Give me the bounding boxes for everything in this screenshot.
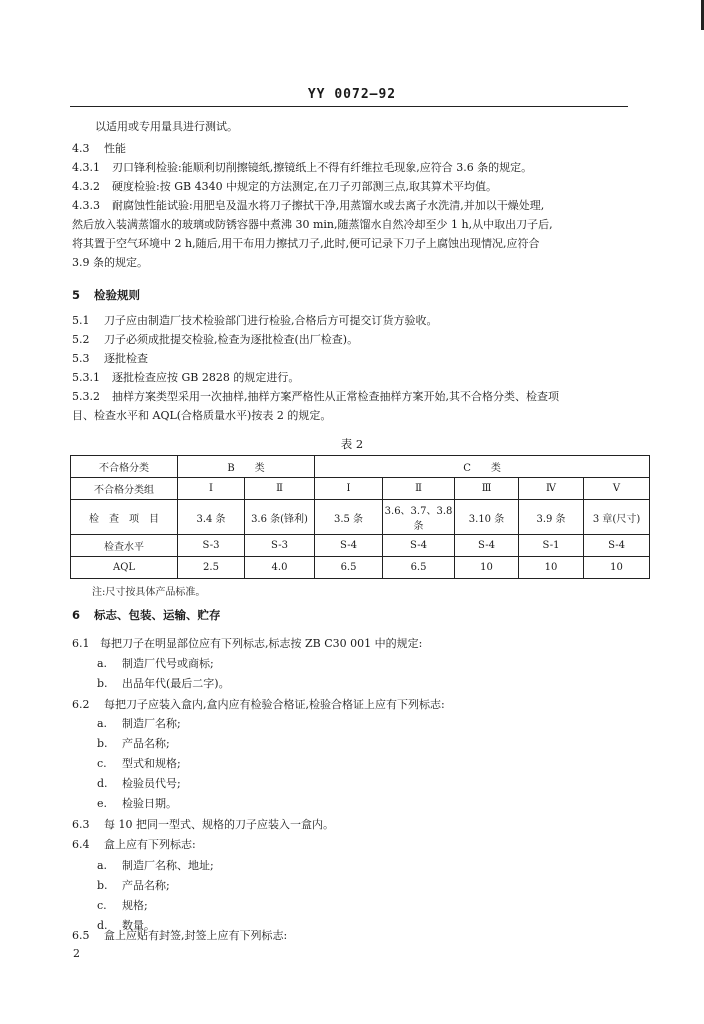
list-marker: a. — [97, 717, 108, 730]
list-item — [97, 716, 636, 732]
clause-text: 抽样方案类型采用一次抽样,抽样方案严格性从正常检查抽样方案开始,其不合格分类、检查项 — [112, 390, 559, 403]
section-5-heading — [72, 287, 636, 303]
clause-text: 盒上应贴有封签,封签上应有下列标志: — [104, 929, 288, 942]
clause-number: 4.3.2 — [72, 180, 100, 193]
clause-number: 6.4 — [72, 838, 90, 851]
list-marker: c. — [97, 899, 107, 912]
section-title: 检验规则 — [94, 288, 140, 302]
text-line: 以适用或专用量具进行测试。 — [95, 120, 238, 133]
clause-number: 6.1 — [72, 637, 90, 650]
table-row — [71, 500, 650, 535]
table-cell: 3 章(尺寸) — [584, 500, 650, 535]
list-item — [97, 796, 636, 812]
list-item — [97, 756, 636, 772]
clause-number: 6.2 — [72, 698, 90, 711]
table-cell: 10 — [455, 557, 519, 579]
list-item — [97, 736, 636, 752]
text-line: 目、检查水平和 AQL(合格质量水平)按表 2 的规定。 — [72, 409, 332, 422]
list-marker: c. — [97, 757, 107, 770]
table-cell: 3.9 条 — [519, 500, 584, 535]
table-note: 注:尺寸按具体产品标准。 — [92, 587, 206, 598]
table-header-cell: B 类 — [178, 456, 315, 478]
page-number: 2 — [73, 947, 80, 960]
clause-5-3 — [72, 351, 636, 367]
clause-4-3-3 — [72, 198, 636, 214]
table-cell: 3.10 条 — [455, 500, 519, 535]
list-text: 检验员代号; — [122, 777, 181, 790]
table-cell: Ⅳ — [519, 478, 584, 500]
table-cell: S-4 — [315, 535, 383, 557]
table-cell: S-4 — [584, 535, 650, 557]
table-header-cell: 检查水平 — [71, 535, 178, 557]
list-marker: d. — [97, 777, 108, 790]
clause-6-1 — [72, 636, 636, 652]
clause-number: 4.3 — [72, 142, 90, 155]
table-cell: S-1 — [519, 535, 584, 557]
clause-5-2 — [72, 332, 636, 348]
table-row — [71, 456, 650, 478]
list-text: 产品名称; — [122, 737, 170, 750]
list-marker: b. — [97, 737, 108, 750]
table-cell: 2.5 — [178, 557, 245, 579]
sampling-table — [70, 455, 650, 579]
clause-number: 5.3.2 — [72, 390, 100, 403]
table-row — [71, 535, 650, 557]
table-header-cell: C 类 — [315, 456, 650, 478]
table-cell: Ⅱ — [383, 478, 455, 500]
table-caption: 表 2 — [340, 437, 364, 451]
document-code-header: YY 0072—92 — [307, 87, 397, 102]
table-cell: 3.4 条 — [178, 500, 245, 535]
table-row — [71, 478, 650, 500]
clause-text: 耐腐蚀性能试验:用肥皂及温水将刀子擦拭干净,用蒸馏水或去离子水洗清,并加以干燥处理, — [112, 199, 545, 212]
clause-number: 5.3 — [72, 352, 90, 365]
clause-number: 4.3.1 — [72, 161, 100, 174]
list-marker: b. — [97, 879, 108, 892]
list-text: 制造厂代号或商标; — [122, 657, 214, 670]
clause-text: 性能 — [104, 142, 126, 155]
clause-6-5 — [72, 928, 636, 944]
text-line: 将其置于空气环境中 2 h,随后,用干布用力擦拭刀子,此时,便可记录下刀子上腐蚀出现情况,应符合 — [72, 237, 540, 250]
list-item — [97, 656, 636, 672]
clause-number: 5.2 — [72, 333, 90, 346]
clause-text: 每 10 把同一型式、规格的刀子应装入一盒内。 — [104, 818, 334, 831]
table-header-cell: 不合格分类组 — [71, 478, 178, 500]
clause-text: 逐批检查 — [104, 352, 148, 365]
table-cell: Ⅱ — [245, 478, 315, 500]
clause-number: 6.5 — [72, 929, 90, 942]
list-marker: a. — [97, 657, 108, 670]
table-cell: 10 — [519, 557, 584, 579]
table-cell: 6.5 — [383, 557, 455, 579]
table-header-cell: 检 查 项 目 — [71, 500, 178, 535]
clause-6-2 — [72, 697, 636, 713]
list-text: 制造厂名称、地址; — [122, 859, 214, 872]
list-text: 检验日期。 — [122, 797, 177, 810]
text-line: 3.9 条的规定。 — [72, 256, 148, 269]
clause-text: 逐批检查应按 GB 2828 的规定进行。 — [112, 371, 300, 384]
text-line: 然后放入装满蒸馏水的玻璃或防锈容器中煮沸 30 min,随蒸馏水自然冷却至少 1 h,从中取出刀子后, — [72, 218, 553, 231]
clause-4-3-1 — [72, 160, 636, 176]
table-cell: S-3 — [178, 535, 245, 557]
clause-text: 每把刀子应装入盒内,盒内应有检验合格证,检验合格证上应有下列标志: — [104, 698, 445, 711]
section-number: 6 — [72, 608, 81, 622]
section-title: 标志、包装、运输、贮存 — [94, 608, 221, 622]
clause-4-3 — [72, 141, 636, 157]
table-cell: Ⅲ — [455, 478, 519, 500]
table-cell: S-4 — [455, 535, 519, 557]
table-cell: 6.5 — [315, 557, 383, 579]
table-cell: S-3 — [245, 535, 315, 557]
list-text: 数量。 — [122, 919, 155, 932]
clause-text: 每把刀子在明显部位应有下列标志,标志按 ZB C30 001 中的规定: — [100, 637, 423, 650]
list-marker: d. — [97, 919, 108, 932]
list-text: 制造厂名称; — [122, 717, 181, 730]
clause-5-1 — [72, 313, 636, 329]
list-text: 型式和规格; — [122, 757, 181, 770]
list-item — [97, 776, 636, 792]
clause-text: 刀子应由制造厂技术检验部门进行检验,合格后方可提交订货方验收。 — [104, 314, 438, 327]
list-text: 出品年代(最后二字)。 — [122, 677, 230, 690]
clause-6-4 — [72, 837, 636, 853]
clause-text: 刀子必须成批提交检验,检查为逐批检查(出厂检查)。 — [104, 333, 359, 346]
clause-number: 5.3.1 — [72, 371, 100, 384]
header-rule — [70, 106, 628, 107]
clause-text: 刃口锋利检验:能顺利切削擦镜纸,擦镜纸上不得有纤维拉毛现象,应符合 3.6 条的规定。 — [112, 161, 533, 174]
list-item — [97, 878, 636, 894]
table-cell: 4.0 — [245, 557, 315, 579]
table-cell: Ⅰ — [178, 478, 245, 500]
table-cell: Ⅴ — [584, 478, 650, 500]
list-item — [97, 898, 636, 914]
table-cell: 3.5 条 — [315, 500, 383, 535]
table-cell: 3.6、3.7、3.8 条 — [383, 500, 455, 535]
list-marker: b. — [97, 677, 108, 690]
list-text: 产品名称; — [122, 879, 170, 892]
table-row — [71, 557, 650, 579]
clause-5-3-2 — [72, 389, 636, 405]
clause-number: 4.3.3 — [72, 199, 100, 212]
table-header-cell: AQL — [71, 557, 178, 579]
table-header-cell: 不合格分类 — [71, 456, 178, 478]
list-text: 规格; — [122, 899, 148, 912]
table-cell: S-4 — [383, 535, 455, 557]
list-item — [97, 858, 636, 874]
clause-5-3-1 — [72, 370, 636, 386]
clause-number: 6.3 — [72, 818, 90, 831]
section-6-heading — [72, 607, 636, 623]
list-marker: e. — [97, 797, 108, 810]
table-cell: Ⅰ — [315, 478, 383, 500]
clause-6-3 — [72, 817, 636, 833]
section-number: 5 — [72, 288, 81, 302]
clause-4-3-2 — [72, 179, 636, 195]
clause-text: 硬度检验:按 GB 4340 中规定的方法测定,在刀子刃部测三点,取其算术平均值。 — [112, 180, 498, 193]
clause-number: 5.1 — [72, 314, 90, 327]
clause-text: 盒上应有下列标志: — [104, 838, 196, 851]
list-marker: a. — [97, 859, 108, 872]
table-cell: 3.6 条(锋利) — [245, 500, 315, 535]
table-cell: 10 — [584, 557, 650, 579]
list-item — [97, 676, 636, 692]
